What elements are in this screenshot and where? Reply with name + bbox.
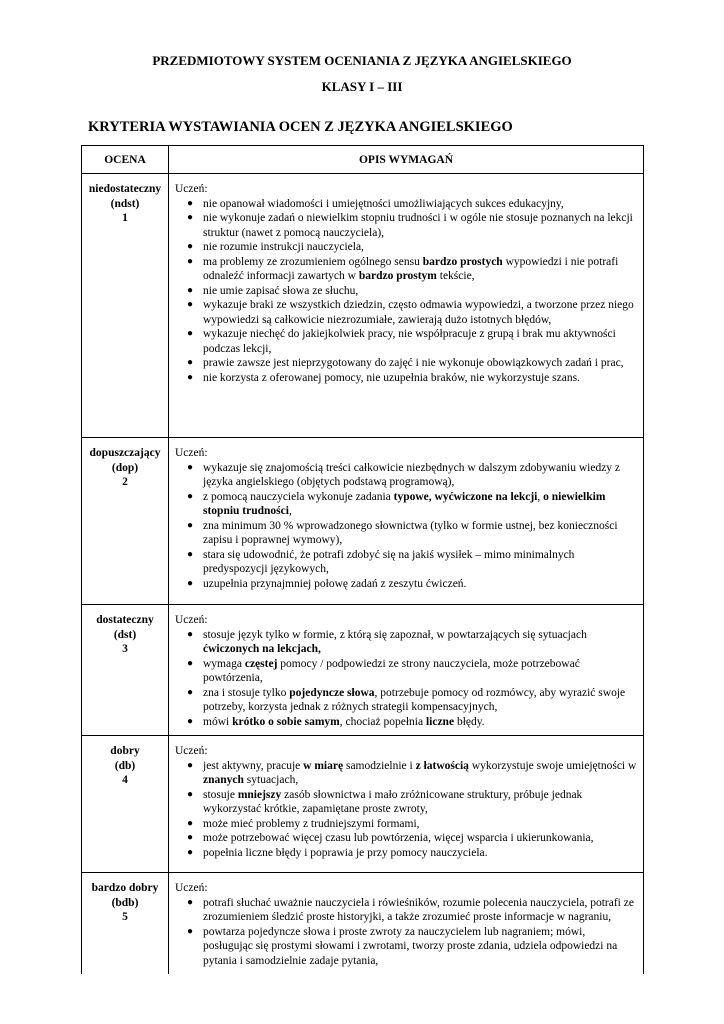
criteria-text: wymaga <box>203 657 245 670</box>
bullet-icon: ● <box>187 328 194 339</box>
criteria-item <box>187 657 637 686</box>
criteria-list <box>175 759 637 861</box>
grade-abbreviation: (bdb) <box>111 896 139 909</box>
criteria-item <box>187 715 637 730</box>
criteria-item <box>187 686 637 715</box>
student-intro-label: Uczeń: <box>175 183 208 195</box>
grade-name: dobry <box>110 745 140 757</box>
bullet-icon: ● <box>187 284 194 296</box>
criteria-item <box>187 896 637 925</box>
criteria-item <box>187 197 637 212</box>
criteria-text: nie rozumie instrukcji nauczyciela, <box>203 241 364 253</box>
criteria-text: może potrzebować więcej czasu lub powtórzenia, więcej wsparcia i ukierunkowania, <box>203 832 594 844</box>
grade-name: niedostateczny <box>88 183 162 195</box>
bullet-icon: ● <box>187 686 194 698</box>
criteria-item <box>187 356 637 371</box>
criteria-item <box>187 461 637 490</box>
criteria-text: powtarza pojedyncze słowa i proste zwroty za nauczycielem lub nagraniem; mówi, posługując się prostymi słowami i zwrotami, tworzy proste zdania, udziela odpowiedzi na pytania i samodzielnie zadaje pytania, <box>203 925 618 967</box>
criteria-text: wykorzystuje swoje umiejętności w <box>468 759 637 772</box>
criteria-text: samodzielnie i <box>343 759 416 772</box>
table-row <box>82 873 644 975</box>
bullet-icon: ● <box>187 357 194 368</box>
criteria-text: nie wykonuje zadań o niewielkim stopniu trudności i w ogóle nie stosuje poznanych na lekcji struktur (nawet z pomocą nauczyciela), <box>203 212 633 239</box>
criteria-item <box>187 255 637 284</box>
criteria-text: wykazuje braki ze wszystkich dziedzin, często odmawia wypowiedzi, a tworzone przez niego wypowiedzi są całkowicie niezrozumiałe, zawierają dużo istotnych błędów, <box>203 299 634 326</box>
emphasized-text: typowe, wyćwiczone na lekcji <box>393 490 538 503</box>
bullet-icon: ● <box>187 788 194 800</box>
criteria-text: stosuje <box>203 788 238 801</box>
column-header-grade: OCENA <box>82 146 169 174</box>
bullet-icon: ● <box>187 255 194 267</box>
criteria-text: popełnia liczne błędy i poprawia je przy pomocy nauczyciela. <box>203 846 488 859</box>
criteria-item <box>187 831 637 846</box>
grade-abbreviation: (db) <box>114 759 136 772</box>
criteria-item <box>187 846 637 861</box>
bullet-icon: ● <box>187 657 194 669</box>
grade-number: 4 <box>122 774 128 786</box>
criteria-text: wypowiedzi i nie potrafi odnaleźć informacji zawartych w <box>203 255 619 282</box>
emphasized-text: z łatwością <box>415 759 469 772</box>
grade-number: 3 <box>122 643 128 655</box>
criteria-text: , <box>288 505 292 517</box>
bullet-icon: ● <box>187 832 194 843</box>
bullet-icon: ● <box>187 299 194 310</box>
bullet-icon: ● <box>187 241 194 252</box>
criteria-item <box>187 759 637 788</box>
criteria-item <box>187 817 637 832</box>
criteria-list <box>175 461 637 592</box>
criteria-text: jest aktywny, pracuje <box>203 759 304 772</box>
criteria-item <box>187 371 637 386</box>
criteria-item <box>187 490 637 519</box>
bullet-icon: ● <box>187 846 194 858</box>
bullet-icon: ● <box>187 461 194 473</box>
criteria-item <box>187 211 637 240</box>
emphasized-text: o niewielkim stopniu trudności <box>203 490 606 517</box>
criteria-item <box>187 628 637 657</box>
criteria-text: zasób słownictwa i mało zróżnicowane struktury, próbuje jednak wykorzystać krótkie, zapamiętane proste zwroty, <box>203 788 583 815</box>
section-heading: KRYTERIA WYSTAWIANIA OCEN Z JĘZYKA ANGIELSKIEGO <box>88 119 513 135</box>
table-row <box>82 438 644 605</box>
criteria-item <box>187 788 637 817</box>
bullet-icon: ● <box>187 519 194 531</box>
criteria-text: , potrzebuje pomocy od rozmówcy, aby wyrazić swoje potrzeby, korzysta jednak z różnych strategii kompensacyjnych, <box>203 686 626 713</box>
grade-number: 1 <box>122 212 128 224</box>
criteria-text: sytuacjach, <box>243 774 299 786</box>
criteria-text: z pomocą nauczyciela wykonuje zadania <box>203 490 394 503</box>
bullet-icon: ● <box>187 817 194 829</box>
criteria-item <box>187 240 637 255</box>
criteria-text: nie korzysta z oferowanej pomocy, nie uzupełnia braków, nie wykorzystuje szans. <box>203 371 580 384</box>
grade-cell <box>82 605 169 736</box>
grade-abbreviation: (dop) <box>111 461 139 474</box>
emphasized-text: w miarę <box>303 759 344 772</box>
criteria-item <box>187 327 637 356</box>
criteria-text: nie opanował wiadomości i umiejętności umożliwiających sukces edukacyjny, <box>203 197 564 210</box>
criteria-text: wykazuje się znajomością treści całkowicie niezbędnych w dalszym zdobywaniu wiedzy z języka angielskiego (objętych podstawą programową), <box>203 461 621 488</box>
criteria-text: uzupełnia przynajmniej połowę zadań z zeszytu ćwiczeń. <box>203 577 467 590</box>
criteria-item <box>187 577 637 592</box>
criteria-text: stara się udowodnić, że potrafi zdobyć się na jakiś wysiłek – mimo minimalnych predyspozycji językowych, <box>203 548 575 575</box>
bullet-icon: ● <box>187 577 194 589</box>
bullet-icon: ● <box>187 759 194 771</box>
emphasized-text: krótko o sobie samym <box>232 715 340 728</box>
criteria-text: , <box>537 490 544 503</box>
emphasized-text: ćwiczonych na lekcjach, <box>203 643 321 655</box>
requirements-cell <box>169 736 644 873</box>
student-intro-label: Uczeń: <box>175 882 208 894</box>
bullet-icon: ● <box>187 371 194 383</box>
grade-number: 5 <box>122 911 128 923</box>
criteria-item <box>187 519 637 548</box>
criteria-text: stosuje język tylko w formie, z którą się zapoznał, w powtarzających się sytuacjach <box>203 628 587 641</box>
grade-cell <box>82 873 169 975</box>
grade-name: bardzo dobry <box>91 882 159 894</box>
criteria-text: mówi <box>203 715 233 728</box>
bullet-icon: ● <box>187 896 194 908</box>
page-subtitle: KLASY I – III <box>321 79 403 94</box>
grade-abbreviation: (dst) <box>113 628 137 641</box>
table-row <box>82 174 644 438</box>
criteria-text: ma problemy ze zrozumieniem ogólnego sensu <box>203 255 423 268</box>
bullet-icon: ● <box>187 197 194 209</box>
requirements-cell <box>169 174 644 438</box>
column-header-description: OPIS WYMAGAŃ <box>169 146 644 174</box>
criteria-text: tekście, <box>436 270 475 282</box>
student-intro-label: Uczeń: <box>175 614 208 626</box>
emphasized-text: mniejszy <box>237 788 282 801</box>
emphasized-text: liczne <box>425 715 455 728</box>
bullet-icon: ● <box>187 715 194 727</box>
criteria-text: pomocy / podpowiedzi ze strony nauczyciela, może potrzebować powtórzenia, <box>203 657 580 684</box>
criteria-item <box>187 925 637 969</box>
emphasized-text: znanych <box>203 774 244 786</box>
criteria-text: potrafi słuchać uważnie nauczyciela i rówieśników, rozumie polecenia nauczyciela, potrafi ze zrozumieniem śledzić proste historyjki, a także zrozumieć proste informacje w nagraniu, <box>203 896 634 923</box>
grading-criteria-table <box>81 145 644 974</box>
student-intro-label: Uczeń: <box>175 745 208 757</box>
grade-cell <box>82 736 169 873</box>
emphasized-text: pojedyncze słowa <box>289 686 375 699</box>
grade-number: 2 <box>122 476 128 488</box>
criteria-text: błędy. <box>454 715 485 728</box>
criteria-list <box>175 628 637 730</box>
criteria-text: wykazuje niechęć do jakiejkolwiek pracy, nie współpracuje z grupą i brak mu aktywności podczas lekcji, <box>203 328 616 355</box>
student-intro-label: Uczeń: <box>175 447 208 459</box>
criteria-item <box>187 284 637 299</box>
table-header-row <box>82 146 644 174</box>
emphasized-text: bardzo prostym <box>358 270 437 282</box>
bullet-icon: ● <box>187 628 194 640</box>
requirements-cell <box>169 605 644 736</box>
criteria-list <box>175 197 637 386</box>
criteria-text: nie umie zapisać słowa ze słuchu, <box>203 284 359 297</box>
grade-cell <box>82 174 169 438</box>
criteria-item <box>187 548 637 577</box>
criteria-text: zna minimum 30 % wprowadzonego słownictwa (tylko w formie ustnej, bez konieczności zapisu i poprawnej wymowy), <box>203 519 618 546</box>
criteria-item <box>187 298 637 327</box>
table-row <box>82 605 644 736</box>
emphasized-text: bardzo prostych <box>422 255 503 268</box>
grade-cell <box>82 438 169 605</box>
bullet-icon: ● <box>187 925 194 937</box>
criteria-text: zna i stosuje tylko <box>203 686 290 699</box>
grade-name: dostateczny <box>96 614 154 626</box>
criteria-text: prawie zawsze jest nieprzygotowany do zajęć i nie wykonuje obowiązkowych zadań i prac, <box>203 357 624 369</box>
emphasized-text: częstej <box>244 657 278 670</box>
bullet-icon: ● <box>187 212 194 223</box>
page-title: PRZEDMIOTOWY SYSTEM OCENIANIA Z JĘZYKA ANGIELSKIEGO <box>152 53 572 68</box>
grade-abbreviation: (ndst) <box>110 197 140 210</box>
table-row <box>82 736 644 873</box>
requirements-cell <box>169 873 644 975</box>
criteria-text: , chociaż popełnia <box>339 715 426 728</box>
criteria-list <box>175 896 637 969</box>
bullet-icon: ● <box>187 548 194 560</box>
bullet-icon: ● <box>187 490 194 502</box>
criteria-text: może mieć problemy z trudniejszymi formami, <box>203 817 420 830</box>
requirements-cell <box>169 438 644 605</box>
grade-name: dopuszczający <box>89 447 161 459</box>
